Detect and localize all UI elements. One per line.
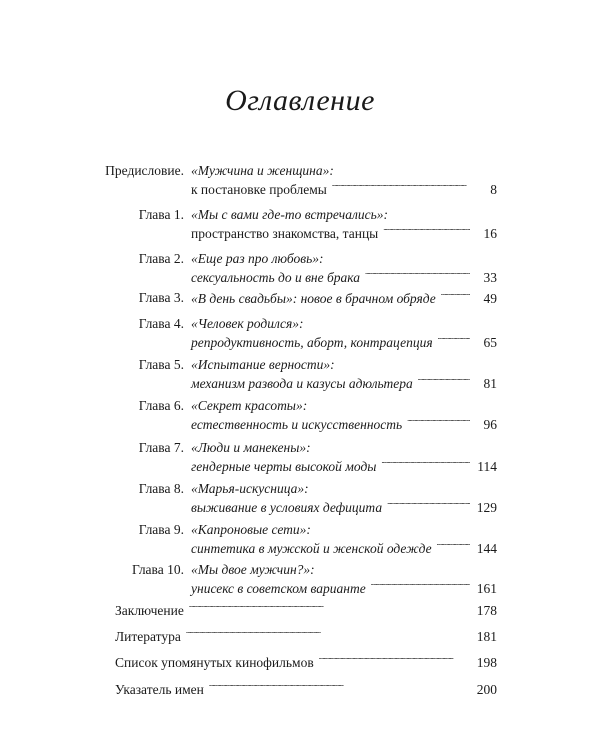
entry-title-line1: «Испытание верности»: xyxy=(191,357,335,372)
entry-title-line2: к постановке проблемы xyxy=(191,182,327,197)
leader-dots xyxy=(383,224,470,238)
leader-dots xyxy=(209,680,470,694)
entry-page: 198 xyxy=(476,655,497,670)
leader-dots xyxy=(437,539,470,553)
leader-dots xyxy=(332,180,470,194)
entry-title-line1: «Люди и манекены»: xyxy=(191,440,311,455)
entry-title-line1: «Марья-искусница»: xyxy=(191,481,309,496)
entry-label: Глава 4. xyxy=(138,316,184,331)
leader-dots xyxy=(387,498,470,512)
entry-title-line1: «Мы двое мужчин?»: xyxy=(191,562,315,577)
entry-page: 161 xyxy=(476,581,497,596)
leader-dots xyxy=(418,374,470,388)
entry-page: 8 xyxy=(490,182,497,197)
leader-dots xyxy=(186,627,470,641)
entry-title-line1: «Секрет красоты»: xyxy=(191,398,308,413)
entry-title-line2: выживание в условиях дефицита xyxy=(191,500,383,515)
entry-title-line2: репродуктивность, аборт, контрацепция xyxy=(191,335,433,350)
entry-title: «В день свадьбы»: новое в брачном обряде xyxy=(191,291,436,306)
entry-label: Глава 5. xyxy=(138,357,184,372)
entry-label: Глава 6. xyxy=(138,398,184,413)
entry-title-line1: «Еще раз про любовь»: xyxy=(191,251,324,266)
entry-title-line2: механизм развода и казусы адюльтера xyxy=(191,376,413,391)
leader-dots xyxy=(441,289,470,303)
leader-dots xyxy=(381,457,470,471)
entry-title-line1: «Капроновые сети»: xyxy=(191,522,311,537)
entry-label: Глава 8. xyxy=(138,481,184,496)
entry-title: Заключение xyxy=(115,603,184,618)
entry-title-line2: пространство знакомства, танцы xyxy=(191,226,379,241)
entry-title-line1: «Мужчина и женщина»: xyxy=(191,163,334,178)
entry-label: Глава 9. xyxy=(138,522,184,537)
entry-title: Указатель имен xyxy=(115,682,204,697)
entry-label: Глава 1. xyxy=(138,207,184,222)
entry-label: Глава 10. xyxy=(132,562,184,577)
entry-title-line2: синтетика в мужской и женской одежде xyxy=(191,541,432,556)
leader-dots xyxy=(438,333,470,347)
entry-title-line1: «Мы с вами где-то встречались»: xyxy=(191,207,388,222)
entry-page: 65 xyxy=(483,335,497,350)
entry-title: Литература xyxy=(115,629,181,644)
entry-page: 81 xyxy=(483,376,497,391)
entry-title-line1: «Человек родился»: xyxy=(191,316,304,331)
leader-dots xyxy=(407,415,470,429)
leader-dots xyxy=(371,579,470,593)
entry-page: 114 xyxy=(477,459,497,474)
entry-label: Глава 2. xyxy=(138,251,184,266)
entry-page: 144 xyxy=(476,541,497,556)
entry-label: Глава 3. xyxy=(138,290,184,305)
entry-title-line2: гендерные черты высокой моды xyxy=(191,459,377,474)
entry-page: 200 xyxy=(476,682,497,697)
entry-page: 49 xyxy=(483,291,497,306)
entry-label: Глава 7. xyxy=(138,440,184,455)
entry-page: 33 xyxy=(483,270,497,285)
entry-title-line2: унисекс в советском варианте xyxy=(191,581,366,596)
leader-dots xyxy=(365,268,470,282)
entry-page: 129 xyxy=(476,500,497,515)
entry-title-line2: сексуальность до и вне брака xyxy=(191,270,361,285)
entry-title: Список упомянутых кинофильмов xyxy=(115,655,314,670)
entry-label: Предисловие. xyxy=(105,163,184,178)
entry-title-line2: естественность и искусственность xyxy=(191,417,403,432)
leader-dots xyxy=(319,653,470,667)
entry-page: 96 xyxy=(483,417,497,432)
page-title: Оглавление xyxy=(225,84,375,117)
entry-page: 16 xyxy=(483,226,497,241)
entry-page: 181 xyxy=(476,629,497,644)
leader-dots xyxy=(189,601,470,615)
entry-page: 178 xyxy=(476,603,497,618)
